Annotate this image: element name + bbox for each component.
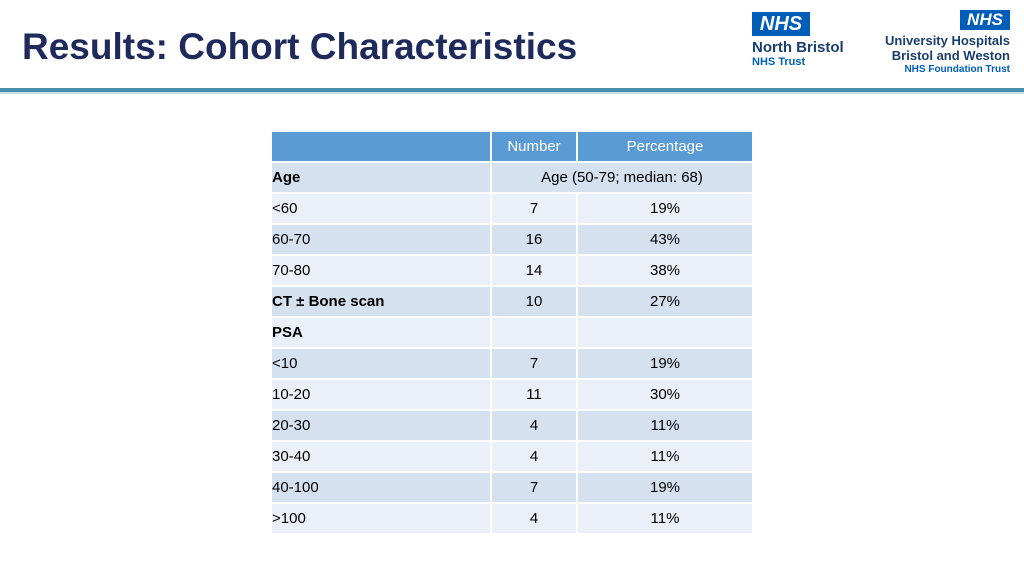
row-number: 4	[491, 441, 577, 472]
row-number: 16	[491, 224, 577, 255]
header-divider-shadow	[0, 92, 1024, 94]
table-row	[271, 317, 753, 348]
table-row	[271, 472, 753, 503]
logo-org-name-2: Bristol and Weston	[891, 48, 1010, 63]
row-label: CT ± Bone scan	[271, 286, 491, 317]
row-label: <10	[271, 348, 491, 379]
logo-org-type: NHS Trust	[752, 56, 806, 68]
row-label: 70-80	[271, 255, 491, 286]
row-percentage: 11%	[577, 441, 753, 472]
row-label: Age	[271, 162, 491, 193]
slide-title: Results: Cohort Characteristics	[22, 26, 578, 67]
row-percentage: 30%	[577, 379, 753, 410]
row-number: 4	[491, 503, 577, 534]
table-row	[271, 379, 753, 410]
row-label: 40-100	[271, 472, 491, 503]
table-row	[271, 162, 753, 193]
row-number: 7	[491, 472, 577, 503]
row-number: 7	[491, 348, 577, 379]
age-summary: Age (50-79; median: 68)	[491, 162, 753, 193]
row-number: 4	[491, 410, 577, 441]
row-percentage: 11%	[577, 410, 753, 441]
table-row	[271, 410, 753, 441]
cohort-table	[270, 130, 754, 535]
row-label: 10-20	[271, 379, 491, 410]
table-row	[271, 255, 753, 286]
row-number: 7	[491, 193, 577, 224]
row-percentage: 19%	[577, 193, 753, 224]
row-percentage: 27%	[577, 286, 753, 317]
row-percentage: 19%	[577, 348, 753, 379]
row-percentage: 19%	[577, 472, 753, 503]
header-percentage: Percentage	[577, 131, 753, 162]
row-percentage	[577, 317, 753, 348]
row-number	[491, 317, 577, 348]
table-row	[271, 224, 753, 255]
row-percentage: 11%	[577, 503, 753, 534]
row-label: <60	[271, 193, 491, 224]
row-label: 20-30	[271, 410, 491, 441]
row-percentage: 38%	[577, 255, 753, 286]
table-row	[271, 503, 753, 534]
nhs-badge: NHS	[752, 12, 810, 36]
logo-org-type: NHS Foundation Trust	[904, 64, 1010, 75]
header-label	[271, 131, 491, 162]
row-label: 30-40	[271, 441, 491, 472]
north-bristol-logo	[752, 12, 856, 68]
table-row	[271, 193, 753, 224]
nhs-badge: NHS	[960, 10, 1010, 30]
uh-bristol-weston-logo	[870, 10, 1010, 76]
row-number: 10	[491, 286, 577, 317]
table-row	[271, 348, 753, 379]
row-number: 11	[491, 379, 577, 410]
row-label: PSA	[271, 317, 491, 348]
row-label: >100	[271, 503, 491, 534]
table-row	[271, 286, 753, 317]
row-percentage: 43%	[577, 224, 753, 255]
logo-org-name: North Bristol	[752, 39, 844, 56]
row-number: 14	[491, 255, 577, 286]
header-number: Number	[491, 131, 577, 162]
table-header-row	[271, 131, 753, 162]
row-label: 60-70	[271, 224, 491, 255]
table-row	[271, 441, 753, 472]
logo-org-name-1: University Hospitals	[885, 33, 1010, 48]
